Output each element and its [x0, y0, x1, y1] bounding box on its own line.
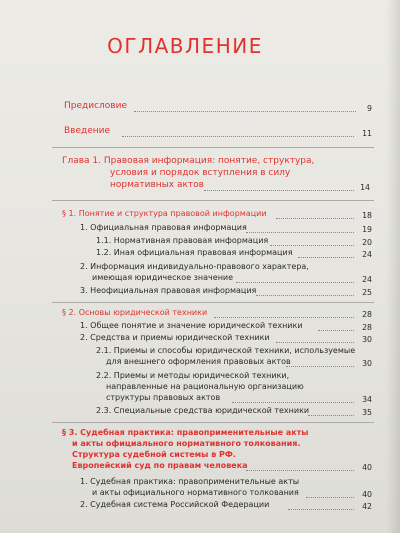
page-edge-shadow	[386, 0, 400, 533]
page-number: 30	[362, 335, 372, 344]
page-number: 24	[362, 275, 372, 284]
toc-title: ОГЛАВЛЕНИЕ	[107, 34, 263, 58]
toc-section-2-heading[interactable]: § 2. Основы юридической техники	[62, 308, 208, 317]
section-divider	[52, 200, 374, 201]
leader-dots	[214, 317, 354, 318]
page-number: 19	[362, 225, 372, 234]
page-number: 24	[362, 250, 372, 259]
page-number: 20	[362, 238, 372, 247]
toc-item[interactable]: 1.1. Нормативная правовая информация	[96, 236, 269, 245]
section-divider	[52, 302, 374, 303]
toc-item[interactable]: 1. Общее понятие и значение юридической техники	[80, 321, 303, 330]
toc-item-continued: направленные на рациональную организацию	[106, 382, 304, 391]
page-number: 11	[362, 129, 372, 138]
leader-dots	[246, 470, 354, 471]
toc-item-continued: и акты официального нормативного толкования	[92, 488, 299, 497]
section-heading-line: Структура судебной системы в РФ.	[72, 450, 236, 459]
page-number: 28	[362, 323, 372, 332]
leader-dots	[134, 111, 356, 112]
leader-dots	[286, 366, 354, 367]
chapter-title-line: нормативных актов	[110, 180, 204, 190]
leader-dots	[276, 342, 354, 343]
page-number: 28	[362, 310, 372, 319]
toc-item[interactable]: 1. Судебная практика: правоприменительные акты	[80, 477, 300, 486]
leader-dots	[288, 509, 354, 510]
page-number: 25	[362, 288, 372, 297]
section-heading-line: и акты официального нормативного толкования.	[72, 439, 301, 448]
section-heading-line: Европейский суд по правам человека	[72, 461, 248, 470]
toc-item[interactable]: 2. Средства и приемы юридической техники	[80, 333, 270, 342]
leader-dots	[122, 136, 354, 137]
toc-item[interactable]: 3. Неофициальная правовая информация	[80, 286, 257, 295]
page-number: 30	[362, 359, 372, 368]
page-number: 9	[367, 104, 372, 113]
toc-item-continued: для внешнего оформления правовых актов	[106, 357, 291, 366]
page-number: 14	[360, 183, 370, 192]
toc-item-continued: структуры правовых актов	[106, 393, 221, 402]
toc-item[interactable]: 2.1. Приемы и способы юридической техники, используемые	[96, 346, 356, 355]
page-number: 40	[362, 463, 372, 472]
toc-item-continued: имеющая юридическое значение	[92, 273, 234, 282]
page-number: 42	[362, 502, 372, 511]
leader-dots	[246, 232, 354, 233]
leader-dots	[270, 245, 354, 246]
toc-section-1-heading[interactable]: § 1. Понятие и структура правовой информации	[62, 209, 267, 218]
chapter-title-line: условия и порядок вступления в силу	[110, 168, 291, 178]
leader-dots	[204, 190, 354, 191]
leader-dots	[236, 282, 354, 283]
leader-dots	[298, 257, 354, 258]
section-divider	[52, 422, 374, 423]
leader-dots	[232, 402, 354, 403]
leader-dots	[276, 218, 354, 219]
toc-item[interactable]: 1. Официальная правовая информация	[80, 223, 247, 232]
section-divider	[52, 147, 374, 148]
toc-entry-introduction[interactable]: Введение	[64, 126, 111, 136]
page-number: 18	[362, 211, 372, 220]
toc-entry-preface[interactable]: Предисловие	[64, 101, 127, 111]
toc-item[interactable]: 2. Судебная система Российской Федерации	[80, 500, 270, 509]
leader-dots	[318, 330, 354, 331]
toc-item[interactable]: 1.2. Иная официальная правовая информация	[96, 248, 293, 257]
page-number: 40	[362, 490, 372, 499]
chapter-title-line: Глава 1. Правовая информация: понятие, структура,	[62, 156, 315, 166]
toc-item[interactable]: 2.2. Приемы и методы юридической техники,	[96, 371, 290, 380]
leader-dots	[256, 295, 354, 296]
section-heading-line: § 3. Судебная практика: правоприменительные акты	[62, 428, 309, 437]
toc-item[interactable]: 2.3. Специальные средства юридической техники	[96, 406, 310, 415]
page-number: 35	[362, 408, 372, 417]
page-number: 34	[362, 395, 372, 404]
leader-dots	[306, 497, 354, 498]
toc-item[interactable]: 2. Информация индивидуально-правового характера,	[80, 262, 309, 271]
leader-dots	[308, 415, 354, 416]
